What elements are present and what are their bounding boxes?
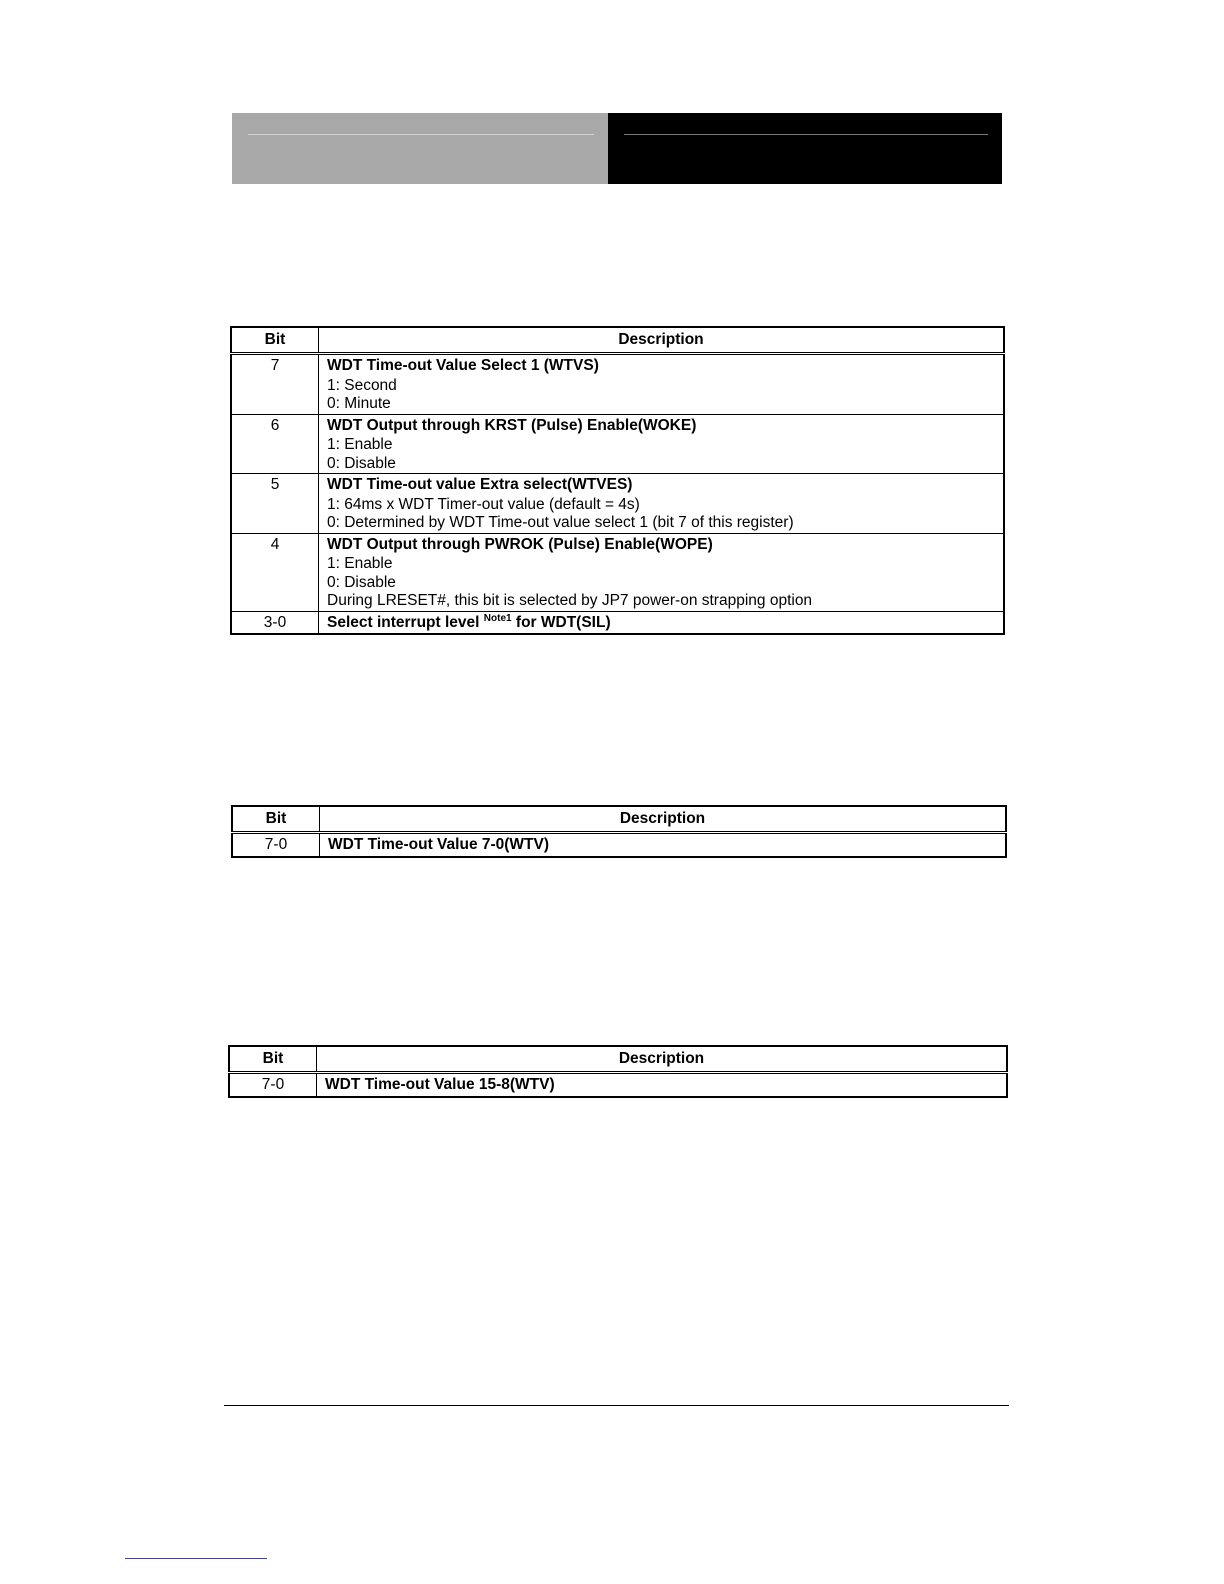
bit-column-header: Bit — [229, 1046, 317, 1073]
field-value-line: 0: Minute — [327, 395, 391, 412]
description-column-header: Description — [320, 806, 1007, 833]
bit-cell: 5 — [231, 474, 319, 534]
bit-cell: 7 — [231, 354, 319, 415]
header-right-rule — [624, 134, 988, 135]
register-table-1 — [230, 326, 1005, 635]
note-superscript: Note1 — [483, 612, 512, 624]
field-title: WDT Output through KRST (Pulse) Enable(WOKE) — [327, 416, 697, 434]
description-column-header: Description — [317, 1046, 1008, 1073]
description-cell — [319, 354, 1005, 415]
table-row — [232, 833, 1006, 857]
table-row — [231, 414, 1004, 474]
field-value-line: 1: 64ms x WDT Timer-out value (default = 4s) — [327, 495, 640, 513]
field-title — [327, 614, 995, 633]
table-header-row — [229, 1046, 1007, 1073]
bit-cell: 4 — [231, 533, 319, 611]
field-title: WDT Time-out Value 15-8(WTV) — [325, 1076, 555, 1093]
table-header-row — [232, 806, 1006, 833]
bit-cell: 6 — [231, 414, 319, 474]
field-value-line: 1: Second — [327, 376, 397, 394]
field-title: WDT Time-out value Extra select(WTVES) — [327, 476, 633, 493]
description-cell — [319, 474, 1005, 534]
bit-cell: 7-0 — [229, 1073, 317, 1097]
table-header-row — [231, 327, 1004, 354]
bit-column-header: Bit — [232, 806, 320, 833]
field-value-line: 0: Disable — [327, 573, 396, 591]
table-row — [231, 611, 1004, 634]
description-column-header: Description — [319, 327, 1005, 354]
field-title-prefix: Select interrupt level — [327, 613, 480, 631]
description-cell — [319, 611, 1005, 634]
footer-rule — [224, 1405, 1009, 1406]
register-table-3 — [228, 1045, 1008, 1098]
field-value-line: 1: Enable — [327, 555, 393, 572]
table-row — [231, 354, 1004, 415]
description-cell — [319, 414, 1005, 474]
field-value-line: 1: Enable — [327, 436, 393, 453]
field-title-suffix: for WDT(SIL) — [515, 613, 611, 631]
field-title: WDT Time-out Value 7-0(WTV) — [328, 836, 550, 853]
header-banner — [232, 113, 1002, 184]
description-cell — [317, 1073, 1008, 1097]
field-title: WDT Time-out Value Select 1 (WTVS) — [327, 357, 599, 374]
field-title: WDT Output through PWROK (Pulse) Enable(WOPE) — [327, 535, 713, 553]
bit-column-header: Bit — [231, 327, 319, 354]
field-value-line: 0: Determined by WDT Time-out value select 1 (bit 7 of this register) — [327, 514, 794, 531]
field-value-line: During LRESET#, this bit is selected by JP7 power-on strapping option — [327, 592, 813, 609]
register-table-2 — [231, 805, 1007, 858]
header-banner-right — [608, 113, 1002, 184]
table-row — [231, 533, 1004, 611]
table-row — [231, 474, 1004, 534]
bit-cell: 3-0 — [231, 611, 319, 634]
description-cell — [320, 833, 1007, 857]
bit-cell: 7-0 — [232, 833, 320, 857]
table-row — [229, 1073, 1007, 1097]
field-value-line: 0: Disable — [327, 454, 396, 472]
header-left-rule — [248, 134, 594, 135]
header-banner-left — [232, 113, 608, 184]
footer-link-underline — [125, 1558, 267, 1559]
description-cell — [319, 533, 1005, 611]
